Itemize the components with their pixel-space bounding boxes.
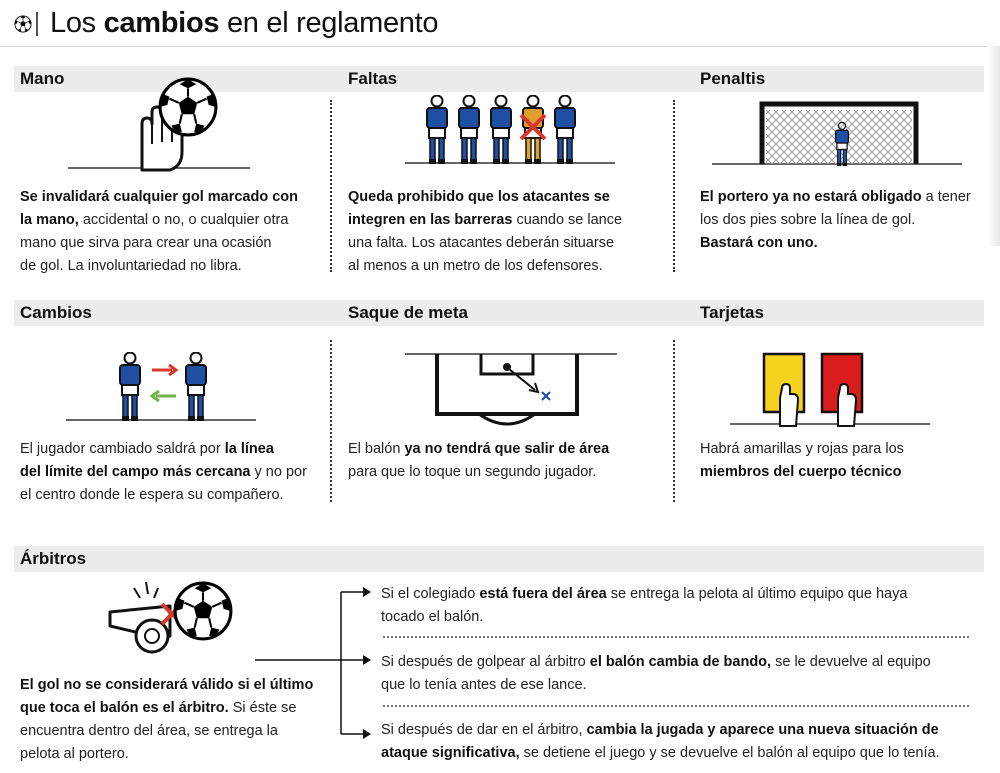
text-line: [20, 438, 307, 461]
substitution-arrows-icon: [66, 350, 256, 428]
tarjetas-description: [700, 438, 904, 484]
text-line: [20, 697, 313, 720]
text-run: El balón: [348, 441, 405, 457]
text-line: [20, 674, 313, 697]
whistle-icon: [100, 578, 240, 660]
section-band-row2: [14, 300, 984, 326]
bold-run: El portero ya no estará obligado: [700, 189, 922, 205]
text-run: el centro donde le espera su compañero.: [20, 487, 284, 503]
arbitros-case-3: [381, 719, 940, 765]
bold-run: ya no tendrá que salir de área: [404, 441, 610, 457]
text-run: Habrá amarillas y rojas para los: [700, 441, 904, 457]
text-run: tocado el balón.: [381, 609, 484, 625]
section-title-faltas: Faltas: [348, 69, 398, 88]
text-run: Si después de dar en el árbitro,: [381, 722, 587, 738]
bold-run: la línea: [224, 441, 274, 457]
title-prefix: Los: [50, 7, 96, 39]
case-divider: [383, 705, 969, 707]
text-run: cuando se lance: [512, 212, 623, 228]
title-suffix: en el reglamento: [226, 7, 439, 39]
hand-icon: [60, 74, 260, 174]
text-run: accidental o no, o cualquier otra: [78, 212, 289, 228]
text-line: [381, 651, 931, 674]
section-title-penaltis: Penaltis: [700, 69, 766, 88]
text-run: de gol. La involuntariedad no libra.: [20, 258, 242, 274]
bold-run: el balón cambia de bando,: [589, 654, 772, 670]
bold-run: cambia la jugada y aparece una nueva situación de: [586, 722, 939, 738]
bold-run: Bastará con uno.: [700, 235, 818, 251]
goal-area-icon: [405, 348, 617, 428]
text-run: El jugador cambiado saldrá por: [20, 441, 225, 457]
text-line: [20, 232, 298, 255]
text-line: [700, 461, 904, 484]
text-run: al menos a un metro de los defensores.: [348, 258, 603, 274]
text-line: [20, 255, 298, 278]
text-line: [20, 720, 313, 743]
player-wall-icon: [405, 93, 615, 173]
text-run: los dos pies sobre la línea de gol.: [700, 212, 916, 228]
title-bold: cambios: [103, 7, 220, 39]
bold-run: Queda prohibido que los atacantes se: [348, 189, 610, 205]
text-line: [20, 461, 307, 484]
bold-run: que toca el balón es el árbitro.: [20, 700, 229, 716]
yellow-card-icon: [764, 354, 804, 426]
column-divider: [330, 100, 332, 272]
text-run: se detiene el juego y se devuelve el balón al equipo que lo tenía.: [519, 745, 940, 761]
text-line: [348, 232, 622, 255]
section-band-row3: [14, 546, 984, 572]
text-line: [381, 583, 907, 606]
text-line: [20, 743, 313, 766]
text-run: Si éste se: [228, 700, 297, 716]
column-divider: [673, 100, 675, 272]
bold-run: del límite del campo más cercana: [20, 464, 251, 480]
penaltis-description: [700, 186, 971, 255]
arbitros-case-2: [381, 651, 931, 697]
text-line: [381, 674, 931, 697]
text-line: [20, 209, 298, 232]
section-title-mano: Mano: [20, 69, 65, 88]
soccer-ball-icon: [160, 79, 216, 135]
text-run: y no por: [250, 464, 307, 480]
saque-description: [348, 438, 609, 484]
text-line: [20, 186, 298, 209]
bold-run: integren en las barreras: [348, 212, 513, 228]
text-run: mano que sirva para crear una ocasión: [20, 235, 272, 251]
text-run: Si después de golpear al árbitro: [381, 654, 590, 670]
case-divider: [383, 636, 969, 638]
text-run: a tener: [921, 189, 971, 205]
bold-run: ataque significativa,: [381, 745, 520, 761]
page-edge-shadow: [987, 46, 1000, 246]
soccer-ball-icon: [14, 15, 32, 33]
soccer-ball-icon: [175, 583, 231, 639]
section-title-tarjetas: Tarjetas: [700, 303, 764, 322]
arbitros-case-1: [381, 583, 907, 629]
goal-net-icon: [712, 96, 962, 170]
text-line: [700, 232, 971, 255]
arbitros-description: [20, 674, 313, 766]
section-title-arbitros: Árbitros: [20, 549, 87, 568]
text-line: [700, 186, 971, 209]
section-title-saque: Saque de meta: [348, 303, 468, 322]
mano-description: [20, 186, 298, 278]
text-line: [348, 186, 622, 209]
cambios-description: [20, 438, 307, 507]
column-divider: [330, 340, 332, 502]
bold-run: la mano,: [20, 212, 79, 228]
column-divider: [673, 340, 675, 502]
text-line: [348, 438, 609, 461]
text-line: [348, 255, 622, 278]
text-line: [381, 606, 907, 629]
text-run: que lo tenía antes de ese lance.: [381, 677, 587, 693]
text-line: [348, 461, 609, 484]
text-line: [381, 742, 940, 765]
bold-run: está fuera del área: [479, 586, 607, 602]
text-line: [700, 438, 904, 461]
text-line: [348, 209, 622, 232]
text-line: [381, 719, 940, 742]
text-line: [20, 484, 307, 507]
faltas-description: [348, 186, 622, 278]
cards-illustration: [730, 348, 930, 432]
bold-run: El gol no se considerará válido si el último: [20, 677, 314, 693]
title-separator: [36, 12, 38, 36]
text-run: se entrega la pelota al último equipo que haya: [606, 586, 908, 602]
red-card-icon: [822, 354, 862, 426]
section-title-cambios: Cambios: [20, 303, 92, 322]
text-run: Si el colegiado: [381, 586, 480, 602]
text-run: pelota al portero.: [20, 746, 129, 762]
text-line: [700, 209, 971, 232]
text-run: una falta. Los atacantes deberán situarse: [348, 235, 615, 251]
page-title: [50, 4, 438, 42]
text-run: encuentra dentro del área, se entrega la: [20, 723, 278, 739]
bold-run: miembros del cuerpo técnico: [700, 464, 902, 480]
bold-run: Se invalidará cualquier gol marcado con: [20, 189, 299, 205]
text-run: para que lo toque un segundo jugador.: [348, 464, 597, 480]
text-run: se le devuelve al equipo: [771, 654, 931, 670]
